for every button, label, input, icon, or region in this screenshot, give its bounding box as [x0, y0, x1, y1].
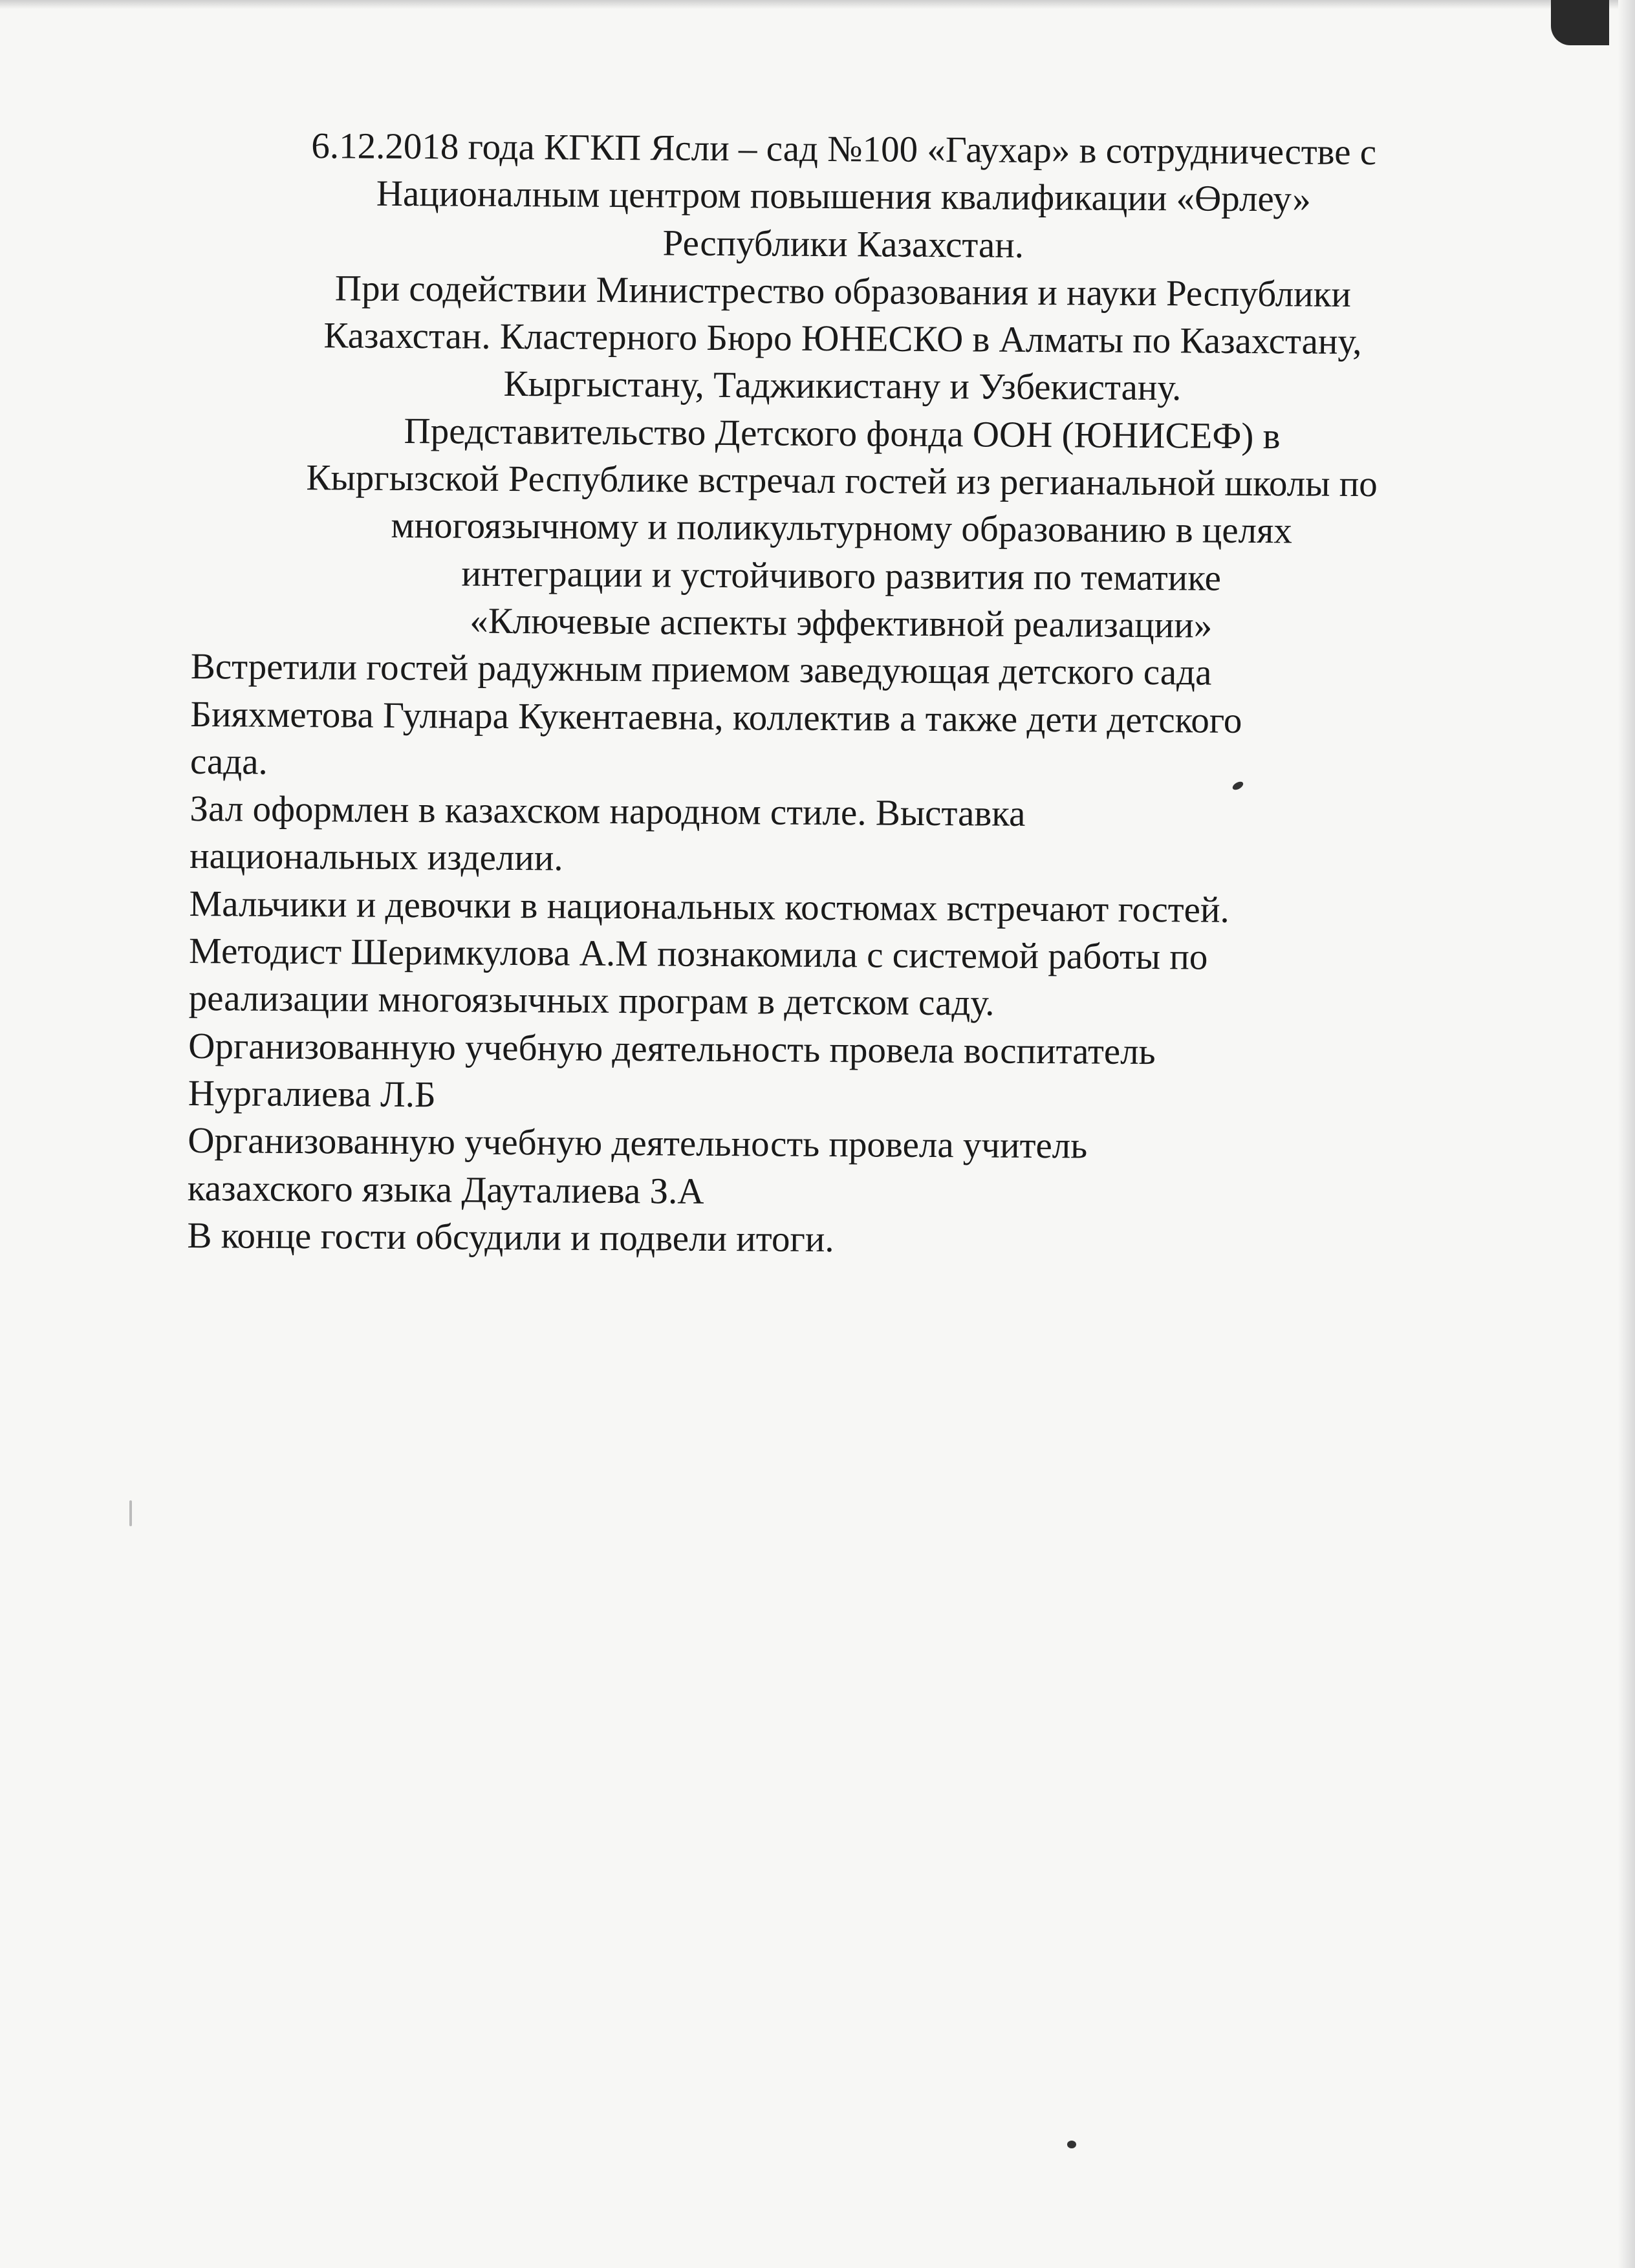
- scan-shadow-top: [0, 0, 1635, 9]
- heading-line: Представительство Детского фонда ООН (ЮНИСЕФ) в: [404, 410, 1281, 457]
- heading-line: Кыргыстану, Таджикистану и Узбекистану.: [503, 363, 1182, 409]
- body-line: Бияхметова Гулнара Кукентаевна, коллектив а также дети детского: [190, 693, 1242, 741]
- heading-line: 6.12.2018 года КГКП Ясли – сад №100 «Гаухар» в сотрудничестве с: [311, 125, 1377, 173]
- body-line: Мальчики и девочки в национальных костюмах встречают гостей.: [189, 883, 1229, 931]
- heading-line: многоязычному и поликультурному образованию в целях: [391, 505, 1293, 552]
- heading-line: «Ключевые аспекты эффективной реализации»: [470, 600, 1213, 646]
- body-line: реализации многоязычных програм в детском саду.: [188, 978, 995, 1024]
- document-text: [187, 122, 1494, 1267]
- heading-line: Казахстан. Кластерного Бюро ЮНЕСКО в Алматы по Казахстану,: [323, 315, 1362, 363]
- heading-line: Националным центром повышения квалификации «Өрлеу»: [376, 173, 1311, 220]
- body-line: сада.: [189, 740, 268, 783]
- body-line: Нургалиева Л.Б: [188, 1072, 436, 1116]
- heading-line: Республики Казахстан.: [662, 222, 1024, 266]
- body-line: Зал оформлен в казахском народном стиле. Выставка: [189, 788, 1026, 835]
- body-line: казахского языка Дауталиева З.А: [187, 1167, 704, 1212]
- heading-line: интеграции и устойчивого развития по тематике: [461, 553, 1222, 599]
- heading-line: При содействии Министрество образования и науки Республики: [334, 268, 1352, 315]
- body-line: В конце гости обсудили и подвели итоги.: [187, 1215, 834, 1260]
- heading-line: Кыргызской Республике встречал гостей из регианальной школы по: [306, 457, 1378, 505]
- body-line: Организованную учебную деятельность провела воспитатель: [188, 1025, 1156, 1072]
- scan-speck: [129, 1500, 132, 1526]
- body-line: национальных изделии.: [189, 836, 563, 879]
- body-line: Организованную учебную деятельность провела учитель: [188, 1120, 1088, 1167]
- document-heading: [191, 122, 1494, 651]
- document-body: [187, 643, 1491, 1267]
- scan-shadow-right: [1618, 0, 1635, 2268]
- body-line: Встретили гостей радужным приемом заведующая детского сада: [190, 646, 1212, 693]
- scan-speck: [1067, 2141, 1076, 2148]
- scan-corner-mark: [1551, 0, 1609, 45]
- body-line: Методист Шеримкулова А.М познакомила с системой работы по: [188, 931, 1208, 978]
